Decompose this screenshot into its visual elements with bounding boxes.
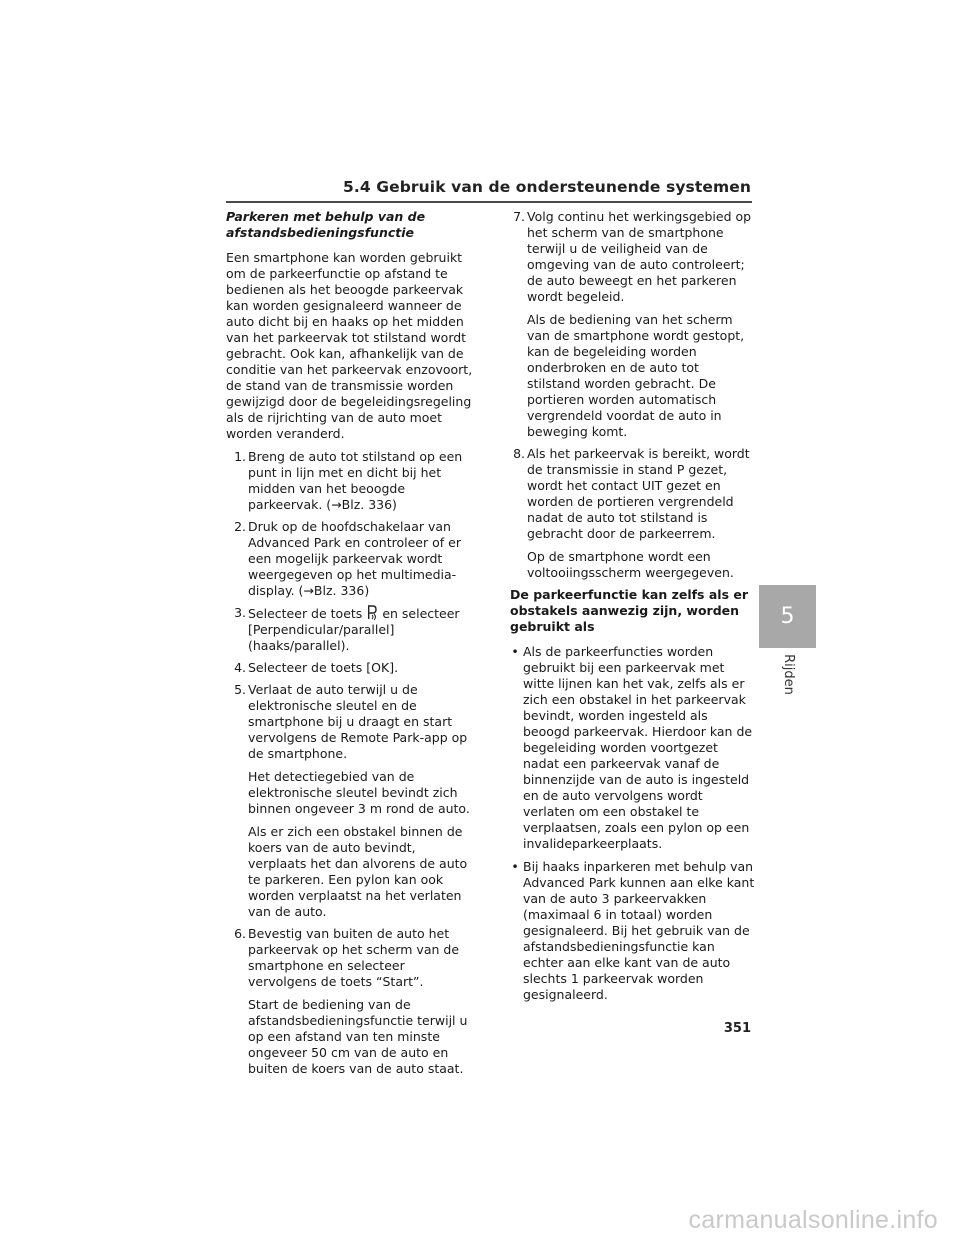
steps-list	[226, 449, 474, 1077]
section-header-title: 5.4 Gebruik van de ondersteunende systemen	[343, 178, 751, 196]
bullet-text: Als de parkeerfuncties worden gebruikt bij een parkeervak met witte lijnen kan het vak, zelfs als er zich een obstakel in het parkeervak bevindt, worden ingesteld als beoogd parkeervak. Hierdoor kan de begeleiding worden voortgezet nadat een parkeervak vanaf de binnenzijde van de auto is ingesteld en de auto vervolgens wordt verlaten om een obstakel te verplaatsen, zoals een pylon op een invalideparkeerplaats.	[523, 644, 753, 851]
watermark: carmanualsonline.info	[688, 1206, 938, 1234]
step-text: Druk op de hoofdschakelaar van Advanced Park en controleer of er een mogelijk parkeervak wordt weergegeven op het multimedia-display. (→Blz. 336)	[248, 519, 461, 598]
bullet-item	[510, 644, 755, 852]
step-note: Als de bediening van het scherm van de smartphone wordt gestopt, kan de begeleiding worden onderbroken en de auto tot stilstand worden gebracht. De portieren worden automatisch vergrendeld voordat de auto in beweging komt.	[527, 312, 745, 439]
step-text: Als het parkeervak is bereikt, wordt de transmissie in stand P gezet, wordt het contact UIT gezet en worden de portieren vergrendeld nadat de auto tot stilstand is gebracht door de parkeerrem.	[527, 446, 750, 541]
step-number: 1.	[234, 449, 246, 464]
step-item	[230, 449, 474, 513]
bullet-marker: •	[511, 644, 519, 659]
parking-remote-icon	[366, 605, 378, 621]
step-number: 7.	[513, 209, 525, 224]
step-number: 3.	[234, 605, 246, 620]
step-item	[230, 519, 474, 599]
header-divider	[226, 201, 752, 203]
step-note: Start de bediening van de afstandsbedieningsfunctie terwijl u op een afstand van ten minste ongeveer 50 cm van de auto en buiten de koers van de auto staat.	[248, 997, 468, 1076]
left-column	[226, 209, 474, 1083]
step-item	[230, 682, 474, 920]
step-text: Verlaat de auto terwijl u de elektronische sleutel en de smartphone bij u draagt en start vervolgens de Remote Park-app op de smartphone.	[248, 682, 468, 761]
step-item	[230, 926, 474, 1077]
step-text: Breng de auto tot stilstand op een punt in lijn met en dicht bij het midden van het beoogde parkeervak. (→Blz. 336)	[248, 449, 463, 512]
step-text	[248, 605, 474, 654]
step-number: 4.	[234, 660, 246, 675]
step-note: Het detectiegebied van de elektronische sleutel bevindt zich binnen ongeveer 3 m rond de auto.	[248, 769, 470, 816]
chapter-label-box	[774, 650, 802, 698]
step-number: 2.	[234, 519, 246, 534]
right-column	[510, 209, 755, 1010]
step-item	[230, 605, 474, 654]
step-item	[510, 209, 755, 440]
intro-paragraph: Een smartphone kan worden gebruikt om de parkeerfunctie op afstand te bedienen als het beoogde parkeervak kan worden gesignaleerd wanneer de auto dicht bij en haaks op het midden van het parkeervak tot stilstand wordt gebracht. Ook kan, afhankelijk van de conditie van het parkeervak enzovoort, de stand van de transmissie worden gewijzigd door de begeleidingsregeling als de rijrichting van de auto moet worden veranderd.	[226, 250, 473, 441]
subheading: De parkeerfunctie kan zelfs als er obstakels aanwezig zijn, worden gebruikt als	[510, 587, 749, 634]
step-text-before-icon: Selecteer de toets	[248, 606, 363, 621]
step-text-after-icon: en selecteer [Perpendicular/parallel] (haaks/parallel).	[248, 606, 460, 653]
step-text: Bevestig van buiten de auto het parkeervak op het scherm van de smartphone en selecteer vervolgens de toets “Start”.	[248, 926, 460, 989]
bullet-text: Bij haaks inparkeren met behulp van Advanced Park kunnen aan elke kant van de auto 3 parkeervakken (maximaal 6 in totaal) worden gesignaleerd. Bij het gebruik van de afstandsbedieningsfunctie kan echter aan elke kant van de auto slechts 1 parkeervak worden gesignaleerd.	[523, 859, 755, 1002]
chapter-tab	[759, 585, 816, 648]
step-item	[510, 446, 755, 581]
chapter-label: Rijden	[780, 653, 796, 695]
step-note: Als er zich een obstakel binnen de koers van de auto bevindt, verplaats het dan alvorens de auto te parkeren. Een pylon kan ook worden verplaatst na het verlaten van de auto.	[248, 824, 468, 919]
step-number: 5.	[234, 682, 246, 697]
step-text: Selecteer de toets [OK].	[248, 660, 399, 675]
step-note: Op de smartphone wordt een voltooiingsscherm weergegeven.	[527, 549, 734, 580]
step-number: 8.	[513, 446, 525, 461]
step-number: 6.	[234, 926, 246, 941]
section-title: Parkeren met behulp van de afstandsbedieningsfunctie	[226, 209, 426, 240]
chapter-number: 5	[780, 604, 795, 629]
step-item	[230, 660, 474, 676]
bullet-marker: •	[511, 859, 519, 874]
page-number: 351	[723, 1021, 751, 1036]
steps-list-continued	[510, 209, 755, 581]
bullet-item	[510, 859, 755, 1003]
step-text: Volg continu het werkingsgebied op het scherm van de smartphone terwijl u de veiligheid van de omgeving van de auto controleert; de auto beweegt en het parkeren wordt begeleid.	[527, 209, 752, 304]
